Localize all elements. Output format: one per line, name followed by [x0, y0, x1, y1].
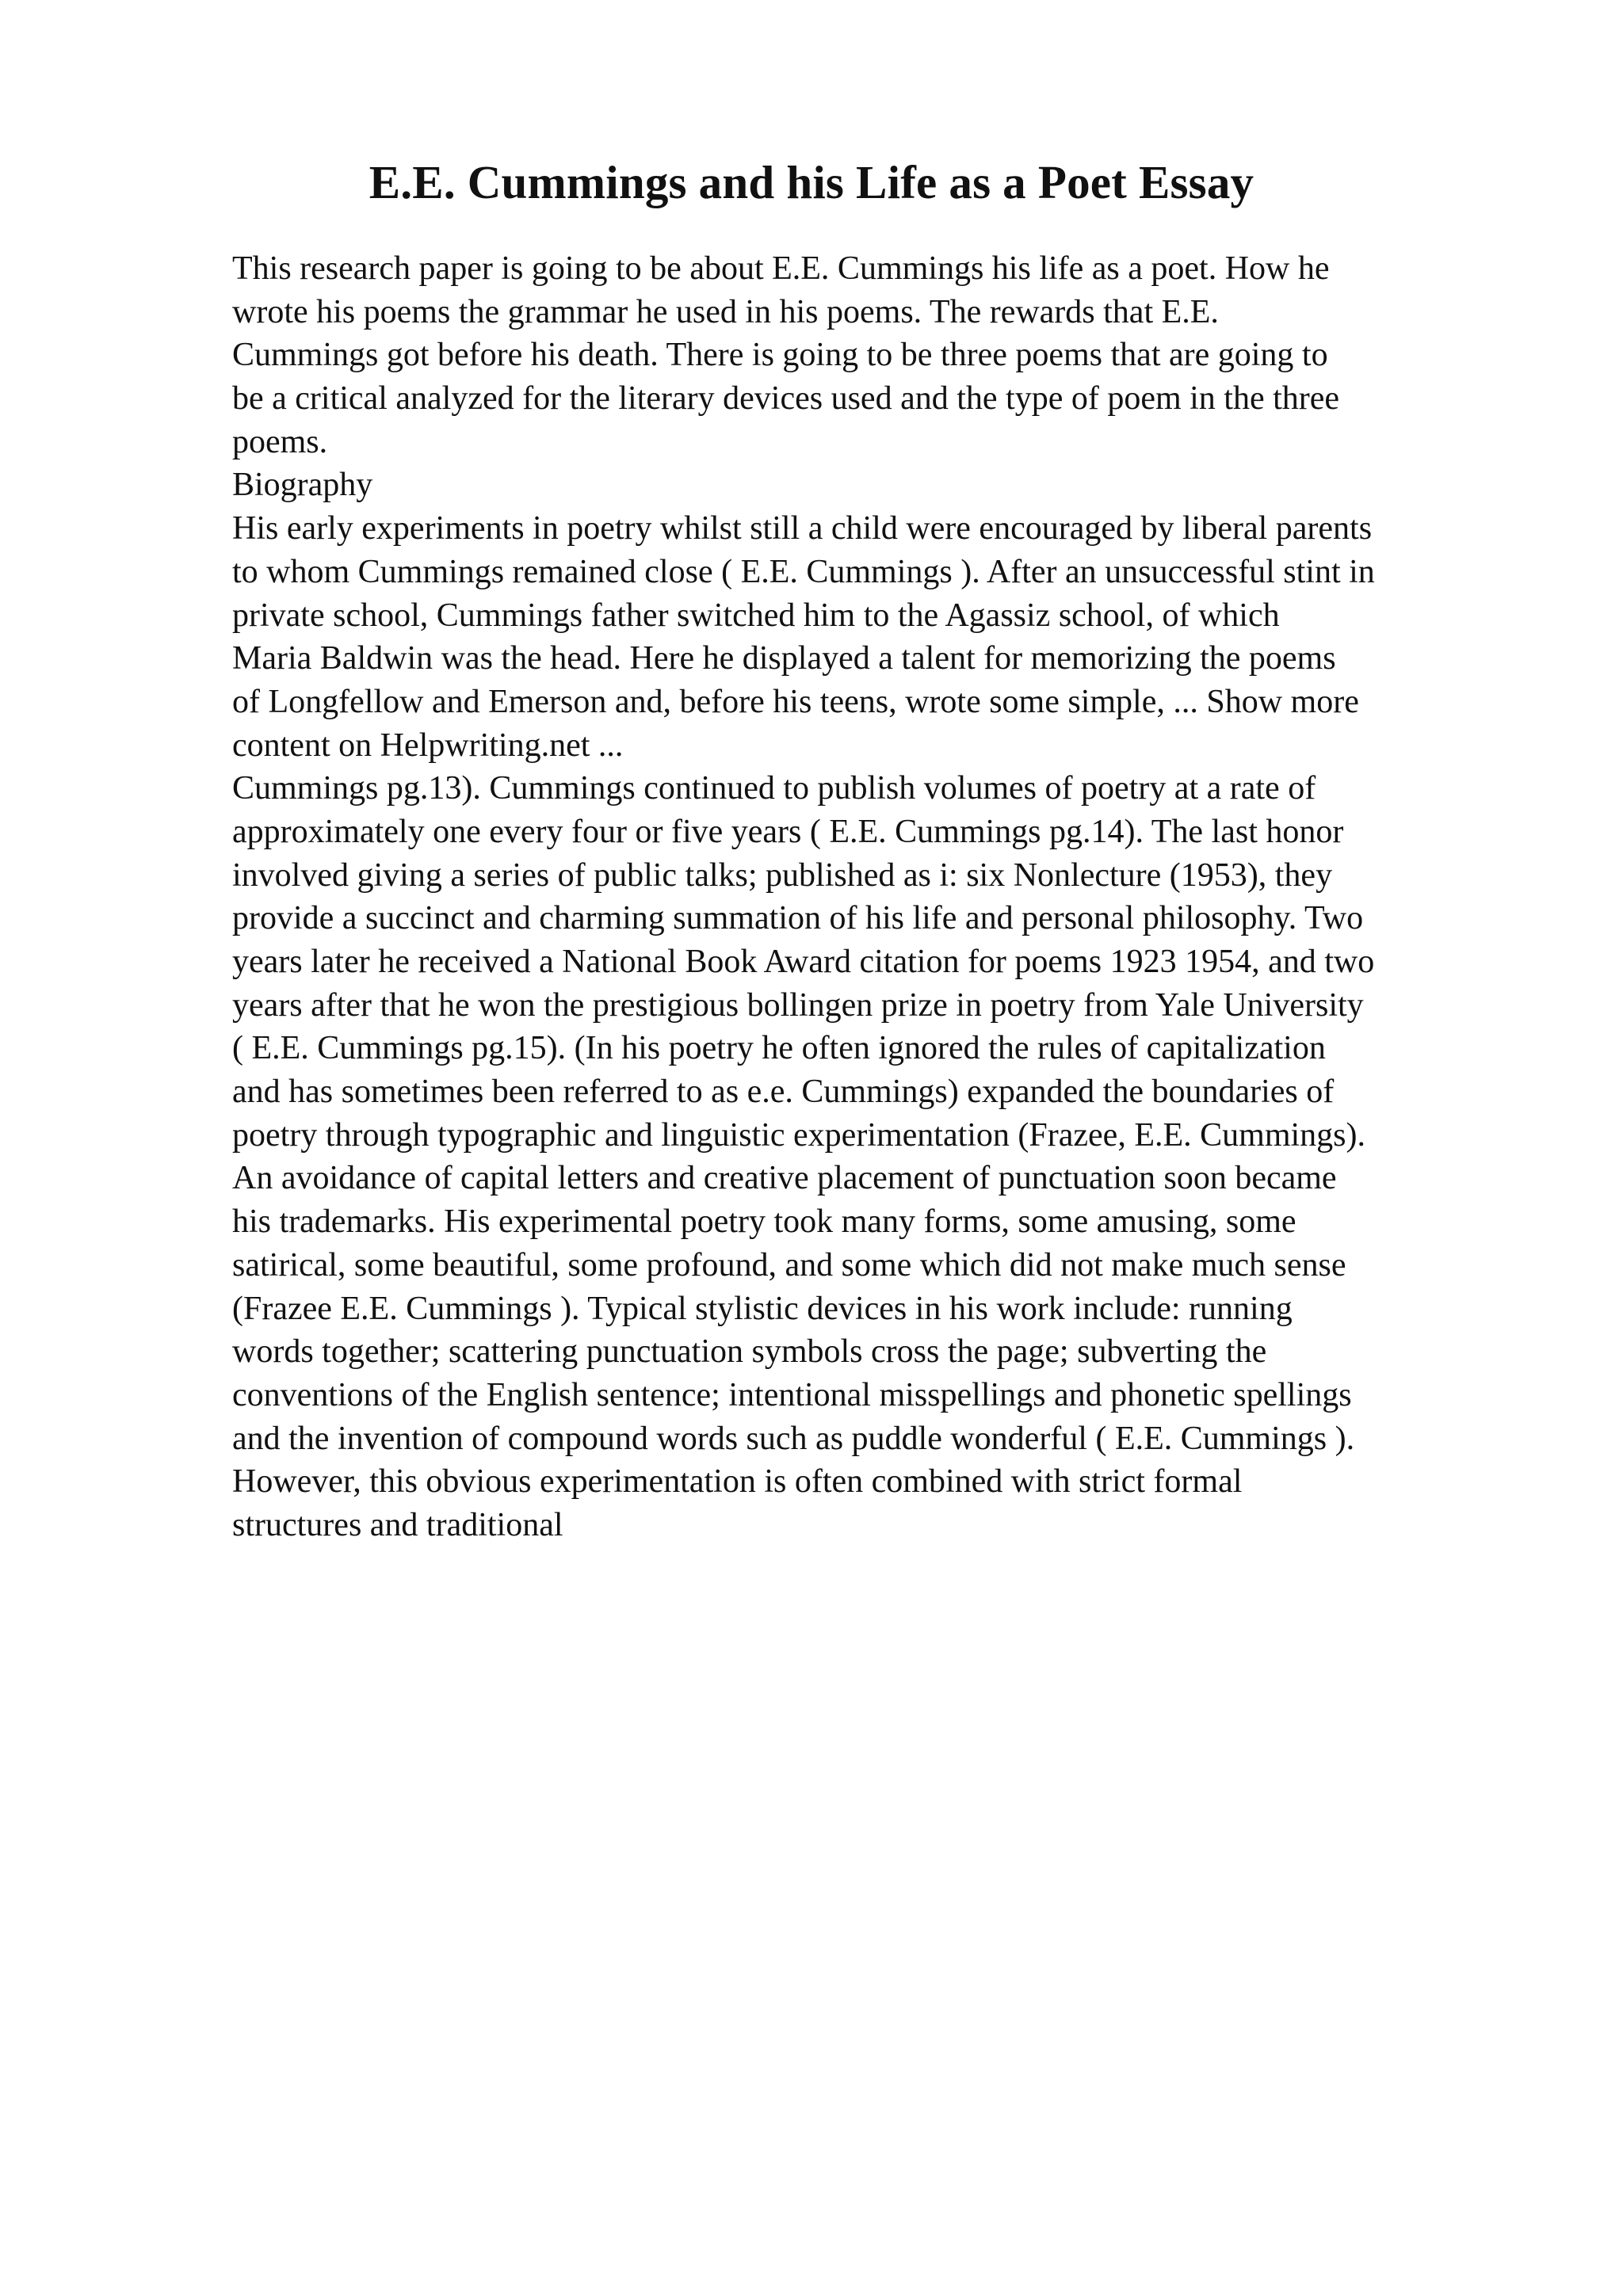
body-line: words together; scattering punctuation symbols cross the page; subverting the [232, 1333, 1267, 1371]
body-line: An avoidance of capital letters and creative placement of punctuation soon became [232, 1160, 1337, 1197]
body-line: Maria Baldwin was the head. Here he displayed a talent for memorizing the poems [232, 640, 1336, 677]
body-line: Cummings got before his death. There is going to be three poems that are going to [232, 337, 1328, 374]
body-line: provide a succinct and charming summation of his life and personal philosophy. Two [232, 900, 1364, 937]
body-line: poems. [232, 423, 328, 460]
body-line: approximately one every four or five years ( E.E. Cummings pg.14). The last honor [232, 813, 1344, 850]
body-line: ( E.E. Cummings pg.15). (In his poetry he often ignored the rules of capitalization [232, 1030, 1326, 1067]
body-line: to whom Cummings remained close ( E.E. Cummings ). After an unsuccessful stint in [232, 553, 1375, 590]
body-line: be a critical analyzed for the literary devices used and the type of poem in the three [232, 380, 1340, 418]
body-line: years later he received a National Book Award citation for poems 1923 1954, and two [232, 944, 1375, 980]
document-body [232, 247, 1595, 1547]
body-line: Cummings pg.13). Cummings continued to publish volumes of poetry at a rate of [232, 770, 1316, 807]
body-line: His early experiments in poetry whilst still a child were encouraged by liberal parents [232, 510, 1373, 547]
body-line: content on Helpwriting.net ... [232, 727, 624, 764]
body-line: However, this obvious experimentation is often combined with strict formal [232, 1463, 1243, 1501]
body-line: of Longfellow and Emerson and, before his teens, wrote some simple, ... Show more [232, 683, 1359, 720]
body-line: and the invention of compound words such as puddle wonderful ( E.E. Cummings ). [232, 1420, 1355, 1457]
body-line: private school, Cummings father switched him to the Agassiz school, of which [232, 597, 1280, 634]
body-line: wrote his poems the grammar he used in his poems. The rewards that E.E. [232, 293, 1219, 330]
document-title: E.E. Cummings and his Life as a Poet Essay [369, 156, 1254, 208]
body-line: satirical, some beautiful, some profound, and some which did not make much sense [232, 1246, 1346, 1283]
body-line: and has sometimes been referred to as e.e. Cummings) expanded the boundaries of [232, 1074, 1335, 1111]
body-line: his trademarks. His experimental poetry took many forms, some amusing, some [232, 1203, 1296, 1241]
body-line: (Frazee E.E. Cummings ). Typical stylistic devices in his work include: running [232, 1290, 1293, 1327]
section-heading-biography: Biography [232, 467, 373, 504]
body-line: structures and traditional [232, 1506, 563, 1543]
body-line: years after that he won the prestigious bollingen prize in poetry from Yale University [232, 986, 1364, 1024]
body-line: conventions of the English sentence; intentional misspellings and phonetic spellings [232, 1376, 1352, 1413]
body-line: involved giving a series of public talks; published as i: six Nonlecture (1953), they [232, 856, 1333, 894]
body-line: poetry through typographic and linguistic experimentation (Frazee, E.E. Cummings). [232, 1116, 1365, 1154]
body-line: This research paper is going to be about E.E. Cummings his life as a poet. How he [232, 250, 1330, 287]
